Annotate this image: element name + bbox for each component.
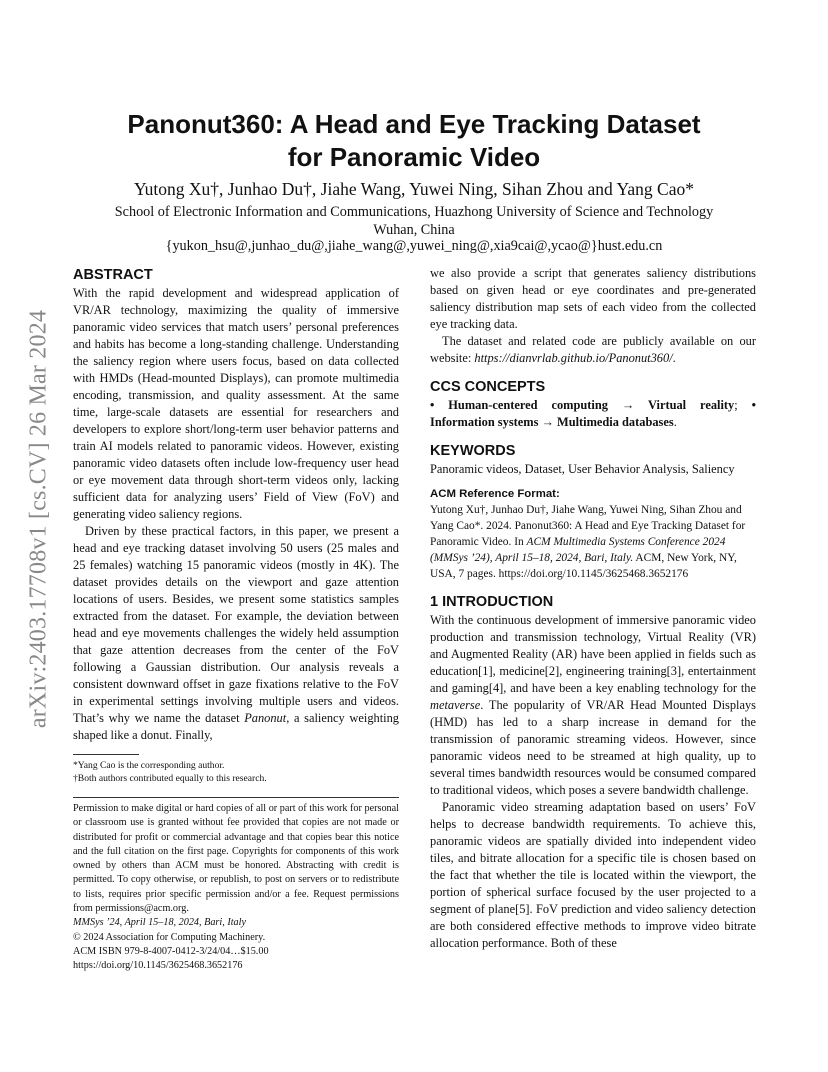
doi-link[interactable]: https://doi.org/10.1145/3625468.3652176	[73, 960, 243, 972]
acm-reference-end: ACM, New York, NY, USA, 7 pages. https://doi.org/10.1145/3625468.3652176	[430, 552, 737, 580]
keywords-list: Panoramic videos, Dataset, User Behavior Analysis, Saliency	[430, 462, 735, 476]
footnote-rule	[73, 754, 139, 755]
ccs-concepts-heading: CCS CONCEPTS	[430, 379, 546, 395]
introduction-paragraph-1-text: With the continuous development of immersive panoramic video production and transmission technology, Virtual Reality (VR) and Augmented Reality (AR) have been applied in fields such as education[1], medicine[2], engineering training[3], entertainment and gaming[4], and have been a key enabling technology for the	[430, 613, 756, 695]
abstract-paragraph-3: we also provide a script that generates saliency distributions based on given head or eye coordinates and pre-generated saliency distribution map sets of each video from the collected eye tracking data.	[430, 266, 756, 331]
abstract-paragraph-1: With the rapid development and widespread application of VR/AR technology, maximizing the quality of immersive panoramic video services that match users’ personal preferences and habits has become a long-standing challenge. Understanding the saliency region where users focus, based on data collected with HMDs (Head-mounted Displays), can promote multimedia encoding, transmission, and quality assessment. At the same time, large-scale datasets are essential for researchers and developers to explore short/long-term user behavior patterns and train AI models related to panoramic videos. However, existing panoramic video datasets often include low-frequency user head or eye movement data through short-term videos only, lacking sufficient data for analyzing users’ Field of View (FoV) and generating video saliency regions.	[73, 286, 399, 521]
project-website-link[interactable]: https://dianvrlab.github.io/Panonut360/	[474, 351, 673, 365]
abstract-paragraph-4	[430, 333, 756, 367]
abstract-paragraph-2	[73, 523, 399, 744]
arxiv-identifier-sidebar	[24, 283, 54, 755]
permission-rule	[73, 797, 399, 798]
introduction-heading: 1 INTRODUCTION	[430, 594, 554, 610]
footnote-corresponding: *Yang Cao is the corresponding author.	[73, 760, 225, 771]
affiliation	[72, 203, 756, 239]
abstract-paragraph-2-end: , a saliency weighting shaped like a donut. Finally,	[73, 711, 399, 742]
affiliation-line-1: School of Electronic Information and Communications, Huazhong University of Science and Technology	[114, 204, 714, 220]
permission-statement: Permission to make digital or hard copies of all or part of this work for personal or classroom use is granted without fee provided that copies are not made or distributed for profit or commercial advantage and that copies bear this notice and the full citation on the first page. Copyrights for components of this work owned by others than ACM must be honored. Abstracting with credit is permitted. To copy otherwise, or republish, to post on servers or to redistribute to lists, requires prior specific permission and/or a fee. Request permissions from permissions@acm.org.	[73, 803, 399, 915]
introduction-paragraph-2: Panoramic video streaming adaptation based on users’ FoV helps to decrease bandwidth requirements. To achieve this, panoramic videos are spatially divided into independent video tiles, and bitrate allocation for a specific tile is chosen based on the fact that whether the tile is located within the viewport, the portion of spherical surface focused by the user projected to a segment of plane[5]. FoV prediction and video saliency detection are both considered effective methods to improve video bitrate allocation performance. Both of these	[430, 800, 756, 950]
introduction-paragraph-1-end: . The popularity of VR/AR Head Mounted Displays (HMD) has led to a sharp increase in demand for the transmission of panoramic streaming videos. However, since panoramic videos need to be streamed at high quality, up to several times bandwidth resources would be consumed compared to traditional videos, which poses a severe bandwidth challenge.	[430, 698, 756, 797]
acm-reference-venue: ACM Multimedia Systems Conference 2024 (MMSys ’24), April 15–18, 2024, Bari, Italy.	[430, 536, 726, 564]
introduction-paragraph-1	[430, 612, 756, 799]
title-line-1: Panonut360: A Head and Eye Tracking Dataset	[127, 109, 701, 139]
acm-reference-text: Yutong Xu†, Junhao Du†, Jiahe Wang, Yuwei Ning, Sihan Zhou and Yang Cao*. 2024. Panonut360: A Head and Eye Tracking Dataset for Panoramic Video. In	[430, 504, 746, 548]
footnote-equal-contribution: †Both authors contributed equally to this research.	[73, 773, 267, 784]
abstract-paragraph-2-text: Driven by these practical factors, in this paper, we present a head and eye tracking dataset involving 50 users (25 males and 25 females) watching 15 panoramic videos (mostly in 4K). The dataset provides details on the viewport and gaze attention locations of users. Besides, we present some statistics samples extracted from the dataset. For example, the deviation between head and eye movements challenges the widely held assumption that gaze attention decreases from the center of the FoV following a Gaussian distribution. Our analysis reveals a consistent downward offset in gaze fixations relative to the FoV in experimental settings involving multiple users and videos. That’s why we name the dataset	[73, 524, 399, 725]
acm-reference	[430, 502, 756, 582]
conference-venue: MMSys ’24, April 15–18, 2024, Bari, Italy	[73, 917, 246, 929]
title-line-2: for Panoramic Video	[287, 142, 541, 172]
copyright-notice: © 2024 Association for Computing Machinery.	[73, 931, 266, 943]
abstract-paragraph-4-end: .	[672, 351, 676, 365]
left-column	[73, 265, 399, 974]
arxiv-identifier: arXiv:2403.17708v1 [cs.CV] 26 Mar 2024	[25, 309, 52, 729]
ccs-concepts	[430, 397, 756, 431]
metaverse-italic: metaverse	[430, 698, 481, 712]
keywords-heading: KEYWORDS	[430, 443, 516, 459]
author-emails: {yukon_hsu@,junhao_du@,jiahe_wang@,yuwei_ning@,xia9cai@,ycao@}hust.edu.cn	[165, 238, 663, 254]
ccs-item-2: • Information systems → Multimedia databases	[430, 398, 756, 429]
right-column	[430, 265, 756, 952]
paper-title	[72, 108, 756, 174]
ccs-end: .	[673, 415, 677, 429]
ccs-separator: ;	[734, 398, 752, 412]
affiliation-line-2: Wuhan, China	[373, 222, 455, 238]
acm-reference-heading: ACM Reference Format:	[430, 488, 560, 500]
ccs-item-1: • Human-centered computing → Virtual reality	[430, 398, 735, 412]
isbn: ACM ISBN 979-8-4007-0412-3/24/04…$15.00	[73, 945, 269, 957]
author-list: Yutong Xu†, Junhao Du†, Jiahe Wang, Yuwei Ning, Sihan Zhou and Yang Cao*	[133, 179, 695, 199]
abstract-heading: ABSTRACT	[73, 267, 153, 283]
abstract-paragraph-4-text: The dataset and related code are publicly available on our website:	[430, 334, 756, 365]
dataset-name-italic: Panonut	[244, 711, 287, 725]
